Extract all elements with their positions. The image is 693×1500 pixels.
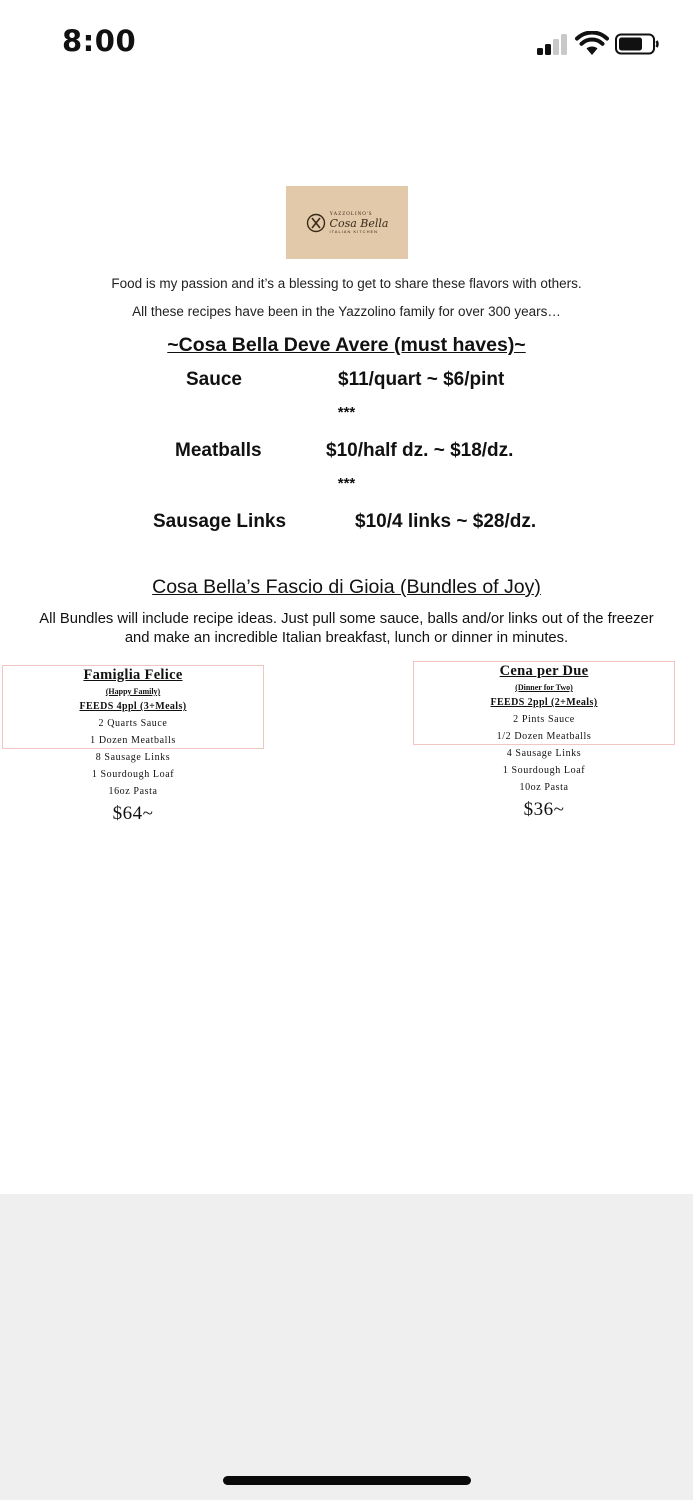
bundle-content-item: 1 Sourdough Loaf [502, 765, 586, 776]
item-price-meatballs: $10/half dz. ~ $18/dz. [326, 440, 514, 461]
bundle-subtitle: (Dinner for Two) [515, 683, 573, 692]
bundle-content-item: 2 Pints Sauce [513, 714, 575, 725]
status-time: 8:00 [62, 24, 137, 58]
bundle-feeds: FEEDS 2ppl (2+Meals) [490, 697, 598, 708]
logo-top-text: YAZZOLINO'S [329, 211, 373, 217]
separator: *** [337, 404, 356, 421]
bundle-content-item: 8 Sausage Links [95, 752, 171, 763]
bundle-price: $36~ [523, 799, 565, 820]
intro-line-1: Food is my passion and it’s a blessing to get to share these flavors with others. [111, 276, 582, 291]
bundle-feeds: FEEDS 4ppl (3+Meals) [79, 701, 187, 712]
empty-background-area [0, 1194, 693, 1500]
bundles-title: Cosa Bella’s Fascio di Gioia (Bundles of Joy) [152, 576, 541, 598]
bundle-card-cena-per-due [413, 661, 675, 821]
item-name-sausage: Sausage Links [153, 511, 287, 532]
status-bar [0, 0, 693, 88]
home-indicator[interactable] [223, 1476, 471, 1485]
cellular-signal-icon [537, 33, 569, 55]
bundles-description-1: All Bundles will include recipe ideas. Just pull some sauce, balls and/or links out of the freezer [39, 611, 654, 627]
separator: *** [337, 475, 356, 492]
bundle-subtitle: (Happy Family) [105, 687, 161, 696]
item-name-sauce: Sauce [186, 369, 242, 390]
intro-line-2: All these recipes have been in the Yazzolino family for over 300 years… [132, 304, 561, 319]
item-name-meatballs: Meatballs [175, 440, 262, 461]
cosa-bella-logo [286, 186, 408, 259]
logo-sub-text: ITALIAN KITCHEN [329, 228, 379, 234]
must-haves-title: ~Cosa Bella Deve Avere (must haves)~ [167, 334, 526, 356]
bundle-content-item: 16oz Pasta [108, 786, 158, 797]
bundle-content-item: 1 Dozen Meatballs [90, 735, 176, 746]
bundle-content-item: 1 Sourdough Loaf [91, 769, 175, 780]
battery-icon [615, 33, 659, 55]
bundle-content-item: 4 Sausage Links [506, 748, 582, 759]
wifi-icon [575, 31, 609, 57]
item-price-sauce: $11/quart ~ $6/pint [338, 369, 505, 390]
fork-knife-icon [306, 213, 326, 233]
bundle-card-famiglia-felice [2, 665, 264, 825]
bundle-name: Cena per Due [499, 663, 589, 679]
bundle-content-item: 10oz Pasta [519, 782, 569, 793]
bundle-content-item: 2 Quarts Sauce [98, 718, 168, 729]
logo-name: Cosa Bella [329, 216, 389, 230]
bundle-content-item: 1/2 Dozen Meatballs [496, 731, 592, 742]
bundles-description-2: and make an incredible Italian breakfast, lunch or dinner in minutes. [124, 630, 569, 646]
item-price-sausage: $10/4 links ~ $28/dz. [355, 511, 537, 532]
bundle-name: Famiglia Felice [83, 667, 183, 683]
bundle-price: $64~ [112, 803, 154, 824]
